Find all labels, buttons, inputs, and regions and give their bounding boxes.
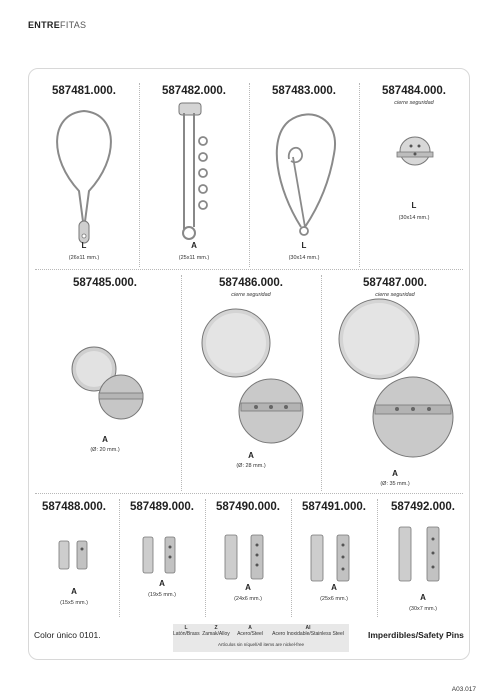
product-cell[interactable]: [377, 493, 469, 621]
materials-legend: [173, 624, 349, 652]
product-size: (25x6 mm.): [320, 596, 348, 602]
legend-item: [173, 626, 199, 637]
product-cell[interactable]: [29, 269, 181, 493]
legend-item: [199, 626, 233, 637]
product-size: (30x14 mm.): [288, 255, 320, 261]
category-title: Imperdibles/Safety Pins: [368, 630, 464, 640]
product-size: (15x5 mm.): [60, 600, 88, 606]
product-code: 587489.000.: [130, 501, 194, 513]
teardrop-pin-image: [29, 99, 139, 259]
product-size: (25x11 mm.): [178, 255, 210, 261]
product-cell[interactable]: [291, 493, 377, 621]
product-cell[interactable]: [29, 493, 119, 621]
legend-note: Artículos sin níquel/All items are nickel-free: [217, 642, 305, 647]
product-cell[interactable]: [119, 493, 205, 621]
small-disc-brooch-image: [359, 99, 469, 259]
material-letter: A: [420, 593, 426, 602]
product-code: 587492.000.: [391, 501, 455, 513]
product-code: 587482.000.: [162, 85, 226, 97]
product-note: cierre seguridad: [394, 100, 434, 106]
product-code: 587485.000.: [73, 277, 137, 289]
kilt-pin-image: [249, 99, 359, 259]
legend-code: Z: [214, 625, 218, 631]
legend-code: AI: [305, 625, 311, 631]
material-letter: A: [392, 469, 398, 478]
product-code: 587486.000.: [219, 277, 283, 289]
legend-code: L: [184, 625, 188, 631]
legend-item: [233, 626, 267, 637]
product-size: (30x14 mm.): [398, 215, 430, 221]
legend-label: Zamak/Alloy: [202, 630, 230, 637]
product-cell[interactable]: [249, 69, 359, 269]
legend-label: Latón/Brass: [173, 630, 200, 637]
material-letter: A: [331, 583, 337, 592]
material-letter: L: [301, 241, 307, 250]
catalog-panel: [28, 68, 470, 660]
round-brooch-20mm-image: [29, 329, 181, 479]
product-size: (Ø: 35 mm.): [380, 481, 410, 487]
legend-label: Acero Inoxidable/Stainless Steel: [272, 630, 344, 637]
bar-pin-19mm-image: [119, 523, 205, 603]
brand-part-2: FITAS: [60, 20, 87, 30]
product-code: 587491.000.: [302, 501, 366, 513]
legend-label: Acero/Steel: [237, 630, 263, 637]
product-size: (Ø: 28 mm.): [236, 463, 266, 469]
product-note: cierre seguridad: [231, 292, 271, 298]
safety-pin-with-loops-image: [139, 99, 249, 259]
legend-code: A: [248, 625, 252, 631]
material-letter: A: [248, 451, 254, 460]
product-code: 587488.000.: [42, 501, 106, 513]
product-note: cierre seguridad: [375, 292, 415, 298]
brand-part-1: ENTRE: [28, 20, 61, 30]
color-note: Color único 0101.: [34, 630, 101, 640]
product-size: (30x7 mm.): [409, 606, 437, 612]
page-number: A03.017: [451, 686, 476, 693]
product-size: (19x5 mm.): [148, 592, 176, 598]
material-letter: L: [81, 241, 87, 250]
product-code: 587483.000.: [272, 85, 336, 97]
product-cell[interactable]: [205, 493, 291, 621]
product-cell[interactable]: [359, 69, 469, 269]
material-letter: A: [191, 241, 197, 250]
product-size: (Ø: 20 mm.): [90, 447, 120, 453]
material-letter: A: [159, 579, 165, 588]
product-code: 587487.000.: [363, 277, 427, 289]
product-cell[interactable]: [29, 69, 139, 269]
material-letter: A: [102, 435, 108, 444]
product-code: 587490.000.: [216, 501, 280, 513]
product-size: (26x11 mm.): [68, 255, 100, 261]
material-letter: A: [245, 583, 251, 592]
brand-logo: [28, 20, 86, 30]
product-code: 587481.000.: [52, 85, 116, 97]
product-code: 587484.000.: [382, 85, 446, 97]
round-brooch-35mm-image: [321, 299, 469, 479]
material-letter: L: [411, 201, 417, 210]
material-letter: A: [71, 587, 77, 596]
legend-item: [267, 626, 349, 637]
product-cell[interactable]: [321, 269, 469, 493]
product-size: (24x6 mm.): [234, 596, 262, 602]
round-brooch-28mm-image: [181, 303, 321, 473]
product-cell[interactable]: [139, 69, 249, 269]
product-cell[interactable]: [181, 269, 321, 493]
